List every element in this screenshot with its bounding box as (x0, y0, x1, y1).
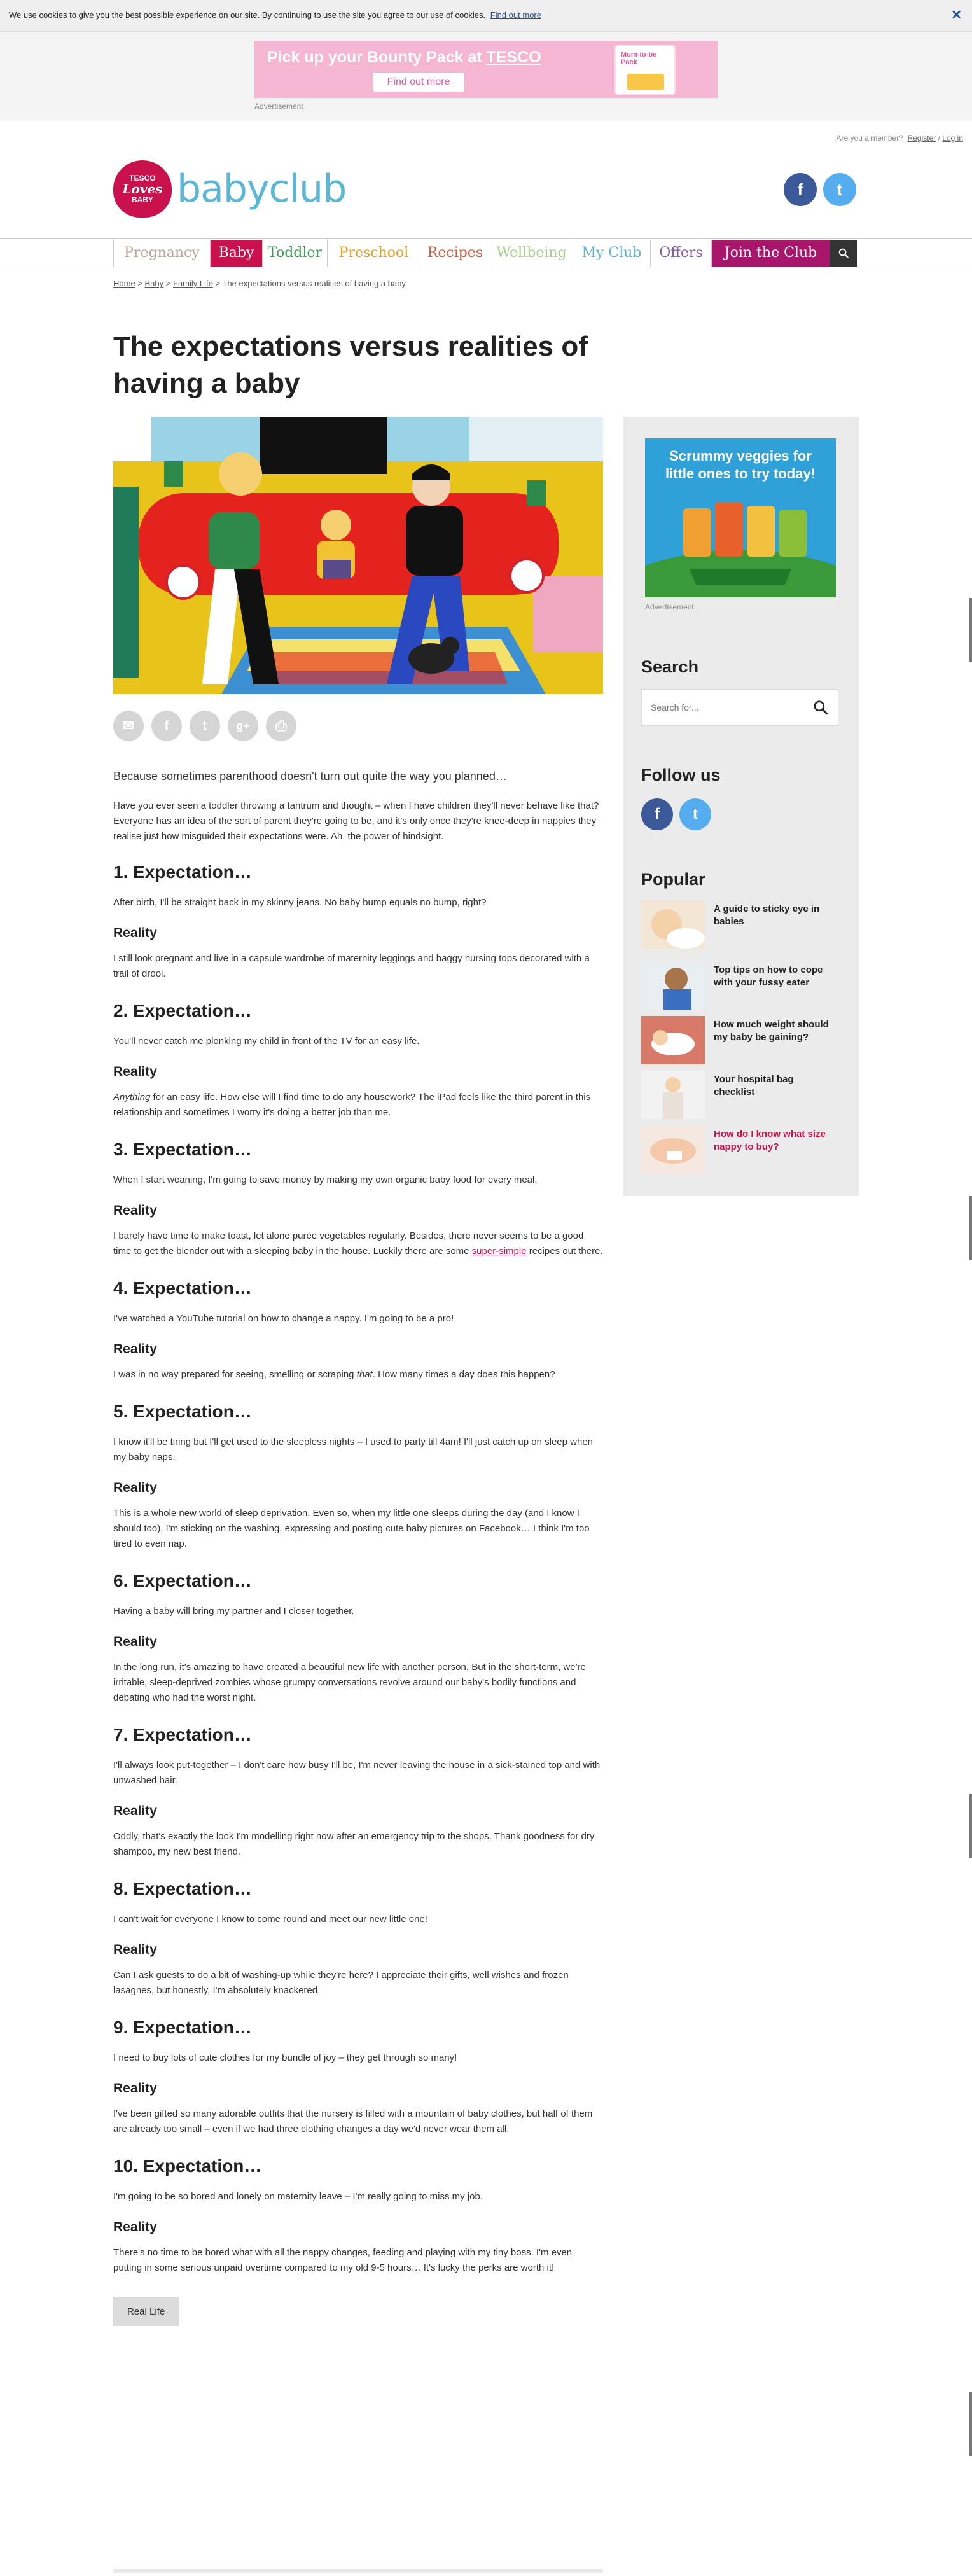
reality-heading: Reality (113, 1634, 157, 1649)
expectation-text: After birth, I'll be straight back in my skinny jeans. No baby bump equals no bump, right? (113, 897, 487, 908)
reality-text: This is a whole new world of sleep deprivation. Even so, when my little one sleeps during the day (and I know I should too), I'm sticking on the washing, expressing and posting cute baby pictures on Facebook… I think I'm too tired to even nap. (113, 1508, 590, 1549)
page-title: The expectations versus realities of having a baby (113, 331, 588, 399)
scrollbar-marker (969, 2392, 972, 2456)
ad-find-out-more-button[interactable]: Find out more (373, 73, 464, 92)
expectation-text: I'll always look put-together – I don't care how busy I'll be, I'm never leaving the house in a sick-stained top and with unwashed hair. (113, 1760, 601, 1786)
nav-pregnancy[interactable]: Pregnancy (113, 240, 210, 267)
popular-item[interactable] (641, 1016, 838, 1067)
popular-title[interactable]: How much weight should my baby be gaining? (714, 1019, 829, 1043)
ad-headline: Pick up your Bounty Pack at TESCO (267, 48, 541, 66)
sidebar-search-heading: Search (641, 657, 699, 676)
reality-text: Anything for an easy life. How else will I find time to do any housework? The iPad feels like the third parent in this relationship and sometimes I worry it's doing a better job than me. (113, 1092, 591, 1118)
reality-heading: Reality (113, 1942, 157, 1957)
member-question: Are you a member? (836, 134, 903, 143)
expectation-text: Having a baby will bring my partner and I closer together. (113, 1606, 354, 1617)
print-icon[interactable]: ⎙ (266, 711, 296, 741)
sidebar-popular-heading: Popular (641, 870, 705, 889)
cookie-text (9, 10, 541, 20)
ad-pack-image (614, 45, 676, 95)
expectation-text: When I start weaning, I'm going to save money by making my own organic baby food for every meal. (113, 1174, 538, 1185)
reality-text: Can I ask guests to do a bit of washing-up while they're here? I appreciate their gifts, well wishes and frozen lasagnes, but honestly, I'm absolutely knackered. (113, 1970, 569, 1996)
ad-pack-box (627, 74, 664, 90)
reality-heading: Reality (113, 1342, 157, 1356)
scrollbar-marker (969, 598, 972, 662)
ad-brand: TESCO (486, 48, 541, 66)
sidebar-ad[interactable] (645, 438, 836, 597)
facebook-icon[interactable]: f (784, 173, 817, 206)
expectation-item (113, 1879, 603, 1998)
reality-text: I barely have time to make toast, let alone purée vegetables regularly. Besides, there never seems to be a good time to get the blender out with a sleeping baby in the house. Luckily there are some super-simple recipes out there. (113, 1230, 603, 1257)
cookie-message: We use cookies to give you the best possible experience on our site. By continuing to use the site you agree to our use of cookies. (9, 10, 486, 20)
expectation-text: I know it'll be tiring but I'll get used to the sleepless nights – I used to party till 4am! I'll just catch up on sleep when my baby naps. (113, 1437, 593, 1463)
expectation-heading: 8. Expectation… (113, 1879, 252, 1898)
sidebar-search-box (641, 689, 838, 726)
expectation-item (113, 1278, 603, 1382)
cookie-bar (0, 0, 972, 32)
popular-title[interactable]: How do I know what size nappy to buy? (714, 1129, 826, 1152)
expectation-item (113, 1571, 603, 1706)
expectation-text: You'll never catch me plonking my child in front of the TV for an easy life. (113, 1036, 420, 1047)
family-illustration (113, 417, 603, 694)
nav-recipes[interactable]: Recipes (420, 240, 490, 267)
expectation-heading: 2. Expectation… (113, 1001, 252, 1020)
nav-offers[interactable]: Offers (650, 240, 711, 267)
expectation-heading: 4. Expectation… (113, 1278, 252, 1298)
article-standfirst: Because sometimes parenthood doesn't turn out quite the way you planned… (113, 770, 507, 783)
reality-text: I've been gifted so many adorable outfits that the nursery is filled with a mountain of baby clothes, but half of them are already too small – even if we had three clothing changes a day we'd never wear them all. (113, 2108, 593, 2134)
breadcrumb-baby[interactable]: Baby (144, 279, 164, 288)
expectation-heading: 9. Expectation… (113, 2017, 252, 2037)
scrollbar-marker (969, 1794, 972, 1858)
nav-my-club[interactable]: My Club (573, 240, 650, 267)
nav-wellbeing[interactable]: Wellbeing (490, 240, 573, 267)
expectation-item (113, 2017, 603, 2137)
nav-join-the-club[interactable]: Join the Club (711, 240, 830, 267)
ad-area (0, 32, 972, 121)
reality-text: In the long run, it's amazing to have created a beautiful new life with another person. But in the short-term, we're irritable, sleep-deprived zombies whose grumpy conversations revolve around our baby's bodily functions and debating who had the worst night. (113, 1662, 586, 1703)
popular-title[interactable]: Top tips on how to cope with your fussy eater (714, 964, 823, 988)
reality-text: I still look pregnant and live in a capsule wardrobe of maternity leggings and baggy nursing tops decorated with a trail of drool. (113, 953, 590, 979)
tesco-loves-baby-logo[interactable]: TESCO Loves BABY (113, 160, 172, 218)
reality-heading: Reality (113, 1203, 157, 1218)
ad-label: Advertisement (254, 102, 303, 111)
popular-item[interactable] (641, 900, 838, 951)
bounty-ad-banner[interactable] (254, 41, 718, 98)
real-life-tag-button[interactable]: Real Life (113, 2297, 179, 2326)
reality-heading: Reality (113, 926, 157, 940)
scrollbar-marker (969, 1196, 972, 1260)
article-body (113, 770, 603, 2326)
footer-divider (113, 2569, 603, 2573)
reality-heading: Reality (113, 2220, 157, 2234)
sidebar-ad-label: Advertisement (645, 602, 694, 611)
popular-thumb (641, 900, 705, 949)
expectation-heading: 3. Expectation… (113, 1139, 252, 1159)
babyclub-logo-text[interactable]: babyclub (177, 167, 347, 211)
expectation-text: I can't wait for everyone I know to come round and meet our new little one! (113, 1914, 427, 1925)
nav-toddler[interactable]: Toddler (262, 240, 327, 267)
sidebar-follow-heading: Follow us (641, 765, 721, 784)
member-bar: Are you a member? Register / Log in (836, 134, 963, 143)
email-icon[interactable]: ✉ (113, 711, 144, 741)
super-simple-recipes-link[interactable]: super-simple (471, 1246, 527, 1257)
ad-pack-title: Mum-to-be Pack (621, 51, 657, 66)
expectation-heading: 1. Expectation… (113, 862, 252, 882)
nav-preschool[interactable]: Preschool (327, 240, 420, 267)
login-link[interactable]: Log in (942, 134, 963, 143)
sidebar-ad-text: Scrummy veggies for little ones to try today! (665, 448, 816, 482)
sidebar (623, 417, 859, 1196)
reality-text: There's no time to be bored what with all the nappy changes, feeding and playing with my tiny boss. I'm even putting in some serious unpaid overtime compared to my old 9-5 hours… It's lucky the perks are worth it! (113, 2247, 573, 2273)
expectation-item (113, 1139, 603, 1259)
breadcrumb-current: The expectations versus realities of having a baby (222, 279, 406, 288)
cookie-find-out-more-link[interactable]: Find out more (490, 10, 541, 20)
popular-thumb (641, 1016, 705, 1064)
expectation-item (113, 1001, 603, 1120)
reality-heading: Reality (113, 1064, 157, 1079)
google-plus-icon[interactable]: g+ (228, 711, 258, 741)
expectation-text: I'm going to be so bored and lonely on maternity leave – I'm really going to miss my job. (113, 2191, 483, 2202)
expectation-heading: 7. Expectation… (113, 1725, 252, 1744)
expectation-text: I've watched a YouTube tutorial on how to change a nappy. I'm going to be a pro! (113, 1313, 454, 1324)
expectation-heading: 6. Expectation… (113, 1571, 252, 1591)
facebook-share-icon[interactable]: f (151, 711, 182, 741)
expectation-heading: 10. Expectation… (113, 2156, 262, 2176)
popular-thumb (641, 961, 705, 1010)
nav-baby[interactable]: Baby (210, 240, 262, 267)
popular-thumb (641, 1071, 705, 1119)
popular-item[interactable] (641, 1125, 838, 1176)
nav-search-button[interactable] (830, 240, 857, 267)
main-nav (0, 238, 972, 268)
expectation-item (113, 1402, 603, 1552)
search-icon[interactable] (812, 699, 829, 716)
expectation-item (113, 2156, 603, 2276)
reality-text: Oddly, that's exactly the look I'm modelling right now after an emergency trip to the shops. Thank goodness for dry shampoo, my new best friend. (113, 1831, 595, 1857)
sidebar-ad-art (645, 438, 836, 597)
article-intro: Have you ever seen a toddler throwing a tantrum and thought – when I have children they'll never behave like that? Everyone has an idea of the sort of parent they're going to be, and it's only once they're knee-deep in nappies they realise just how misguided their expectations were. Ah, the power of hindsight. (113, 800, 599, 842)
popular-item[interactable] (641, 961, 838, 1012)
register-link[interactable]: Register (907, 134, 936, 143)
cookie-close-button[interactable]: ✕ (951, 8, 962, 22)
expectation-heading: 5. Expectation… (113, 1402, 252, 1421)
reality-heading: Reality (113, 1804, 157, 1818)
expectation-text: I need to buy lots of cute clothes for my bundle of joy – they get through so many! (113, 2052, 457, 2063)
breadcrumb-family-life[interactable]: Family Life (173, 279, 213, 288)
expectation-item (113, 1725, 603, 1860)
reality-heading: Reality (113, 1480, 157, 1495)
reality-text: I was in no way prepared for seeing, smelling or scraping that. How many times a day does this happen? (113, 1369, 555, 1380)
search-input[interactable] (642, 690, 807, 725)
reality-heading: Reality (113, 2081, 157, 2096)
twitter-icon[interactable]: t (679, 798, 711, 830)
facebook-icon[interactable]: f (641, 798, 673, 830)
hero-illustration (113, 417, 603, 694)
popular-title[interactable]: A guide to sticky eye in babies (714, 903, 820, 927)
popular-item[interactable] (641, 1071, 838, 1122)
twitter-icon[interactable]: t (823, 173, 856, 206)
expectation-item (113, 862, 603, 982)
popular-thumb (641, 1125, 705, 1174)
twitter-share-icon[interactable]: t (190, 711, 220, 741)
search-icon (838, 247, 849, 259)
breadcrumb: Home > Baby > Family Life > The expectations versus realities of having a baby (113, 279, 406, 288)
popular-title[interactable]: Your hospital bag checklist (714, 1074, 794, 1097)
breadcrumb-home[interactable]: Home (113, 279, 135, 288)
